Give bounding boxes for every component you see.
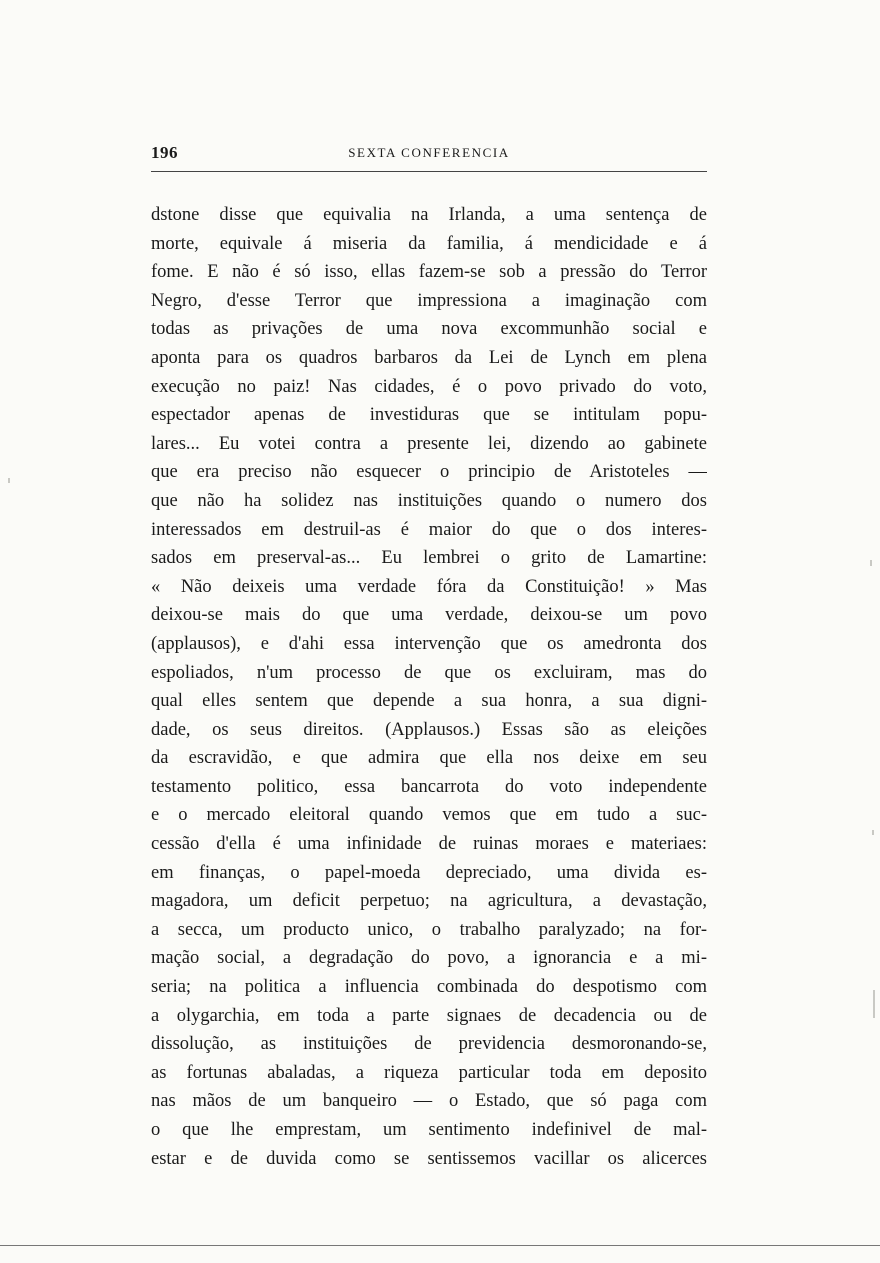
header-rule (151, 171, 707, 172)
text-line: as fortunas abaladas, a riqueza particular toda em deposito (151, 1062, 707, 1083)
text-line: espoliados, n'um processo de que os excluiram, mas do (151, 662, 707, 683)
text-line: e o mercado eleitoral quando vemos que em tudo a suc- (151, 805, 707, 826)
scan-edge-mark (873, 990, 875, 1018)
text-line: sados em preserval-as... Eu lembrei o grito de Lamartine: (151, 548, 707, 569)
text-line: « Não deixeis uma verdade fóra da Constituição! » Mas (151, 576, 707, 597)
text-line: seria; na politica a influencia combinada do despotismo com (151, 977, 707, 998)
text-line: aponta para os quadros barbaros da Lei de Lynch em plena (151, 347, 707, 368)
text-line: Negro, d'esse Terror que impressiona a imaginação com (151, 290, 707, 311)
text-line: a olygarchia, em toda a parte signaes de decadencia ou de (151, 1005, 707, 1026)
text-line: interessados em destruil-as é maior do que o dos interes- (151, 519, 707, 540)
text-line: magadora, um deficit perpetuo; na agricultura, a devastação, (151, 891, 707, 912)
body-text (151, 201, 707, 1173)
page-header (151, 143, 707, 169)
text-line: dissolução, as instituições de previdencia desmoronando-se, (151, 1034, 707, 1055)
scan-edge-mark (870, 560, 872, 566)
page-bottom-edge (0, 1245, 880, 1246)
text-line: (applausos), e d'ahi essa intervenção que os amedronta dos (151, 633, 707, 654)
text-line: espectador apenas de investiduras que se intitulam popu- (151, 405, 707, 426)
page-number: 196 (151, 143, 178, 162)
text-line: da escravidão, e que admira que ella nos deixe em seu (151, 748, 707, 769)
text-line: deixou-se mais do que uma verdade, deixou-se um povo (151, 605, 707, 626)
scan-edge-mark (872, 830, 874, 835)
text-line: nas mãos de um banqueiro — o Estado, que só paga com (151, 1091, 707, 1112)
scan-edge-mark (8, 478, 10, 483)
running-head: SEXTA CONFERENCIA (348, 145, 510, 160)
text-line: lares... Eu votei contra a presente lei, dizendo ao gabinete (151, 433, 707, 454)
text-line: qual elles sentem que depende a sua honra, a sua digni- (151, 691, 707, 712)
text-line: testamento politico, essa bancarrota do voto independente (151, 776, 707, 797)
text-line: a secca, um producto unico, o trabalho paralyzado; na for- (151, 919, 707, 940)
text-line: todas as privações de uma nova excommunhão social e (151, 319, 707, 340)
text-line: mação social, a degradação do povo, a ignorancia e a mi- (151, 948, 707, 969)
text-line: o que lhe emprestam, um sentimento indefinivel de mal- (151, 1120, 707, 1140)
text-line: estar e de duvida como se sentissemos vacillar os alicerces (151, 1148, 707, 1169)
text-line: que era preciso não esquecer o principio de Aristoteles — (151, 462, 707, 483)
text-line: fome. E não é só isso, ellas fazem-se sob a pressão do Terror (151, 262, 707, 283)
text-line: que não ha solidez nas instituições quando o numero dos (151, 490, 707, 511)
text-line: dstone disse que equivalia na Irlanda, a uma sentença de (151, 205, 707, 225)
text-line: morte, equivale á miseria da familia, á mendicidade e á (151, 233, 707, 254)
text-line: dade, os seus direitos. (Applausos.) Essas são as eleições (151, 719, 707, 740)
text-line: execução no paiz! Nas cidades, é o povo privado do voto, (151, 376, 707, 397)
text-line: cessão d'ella é uma infinidade de ruinas moraes e materiaes: (151, 834, 707, 855)
text-line: em finanças, o papel-moeda depreciado, uma divida es- (151, 862, 707, 883)
